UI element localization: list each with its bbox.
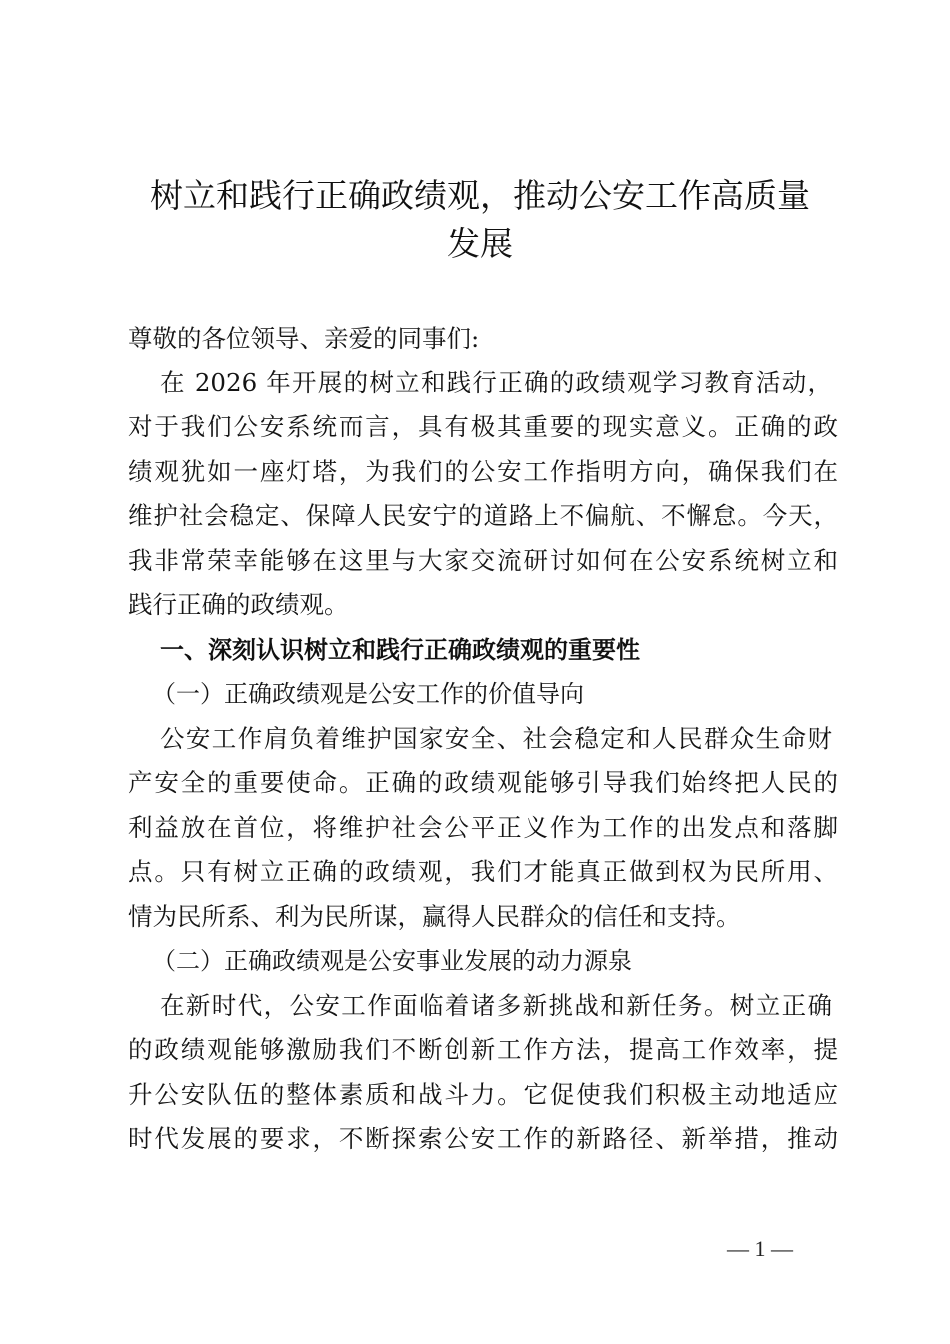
- subsection-heading-1: （一）正确政绩观是公安工作的价值导向: [152, 680, 584, 708]
- paragraph-line: 的政绩观能够激励我们不断创新工作方法，提高工作效率，提: [128, 1035, 838, 1064]
- intro-line: 维护社会稳定、保障人民安宁的道路上不偏航、不懈怠。今天，: [128, 501, 838, 530]
- paragraph-line: 在新时代，公安工作面临着诸多新挑战和新任务。树立正确: [160, 991, 832, 1020]
- intro-line: 我非常荣幸能够在这里与大家交流研讨如何在公安系统树立和: [128, 546, 838, 575]
- page-number: — 1 —: [727, 1236, 793, 1261]
- paragraph-line: 时代发展的要求，不断探索公安工作的新路径、新举措，推动: [128, 1124, 838, 1153]
- intro-line: 绩观犹如一座灯塔，为我们的公安工作指明方向，确保我们在: [128, 457, 838, 486]
- subsection-heading-2: （二）正确政绩观是公安事业发展的动力源泉: [152, 947, 632, 975]
- paragraph-line: 情为民所系、利为民所谋，赢得人民群众的信任和支持。: [128, 902, 741, 931]
- document-title-line-2: 发展: [447, 224, 513, 263]
- intro-line: 践行正确的政绩观。: [128, 590, 349, 619]
- salutation: 尊敬的各位领导、亲爱的同事们:: [128, 324, 480, 353]
- intro-line: 在 2026 年开展的树立和践行正确的政绩观学习教育活动，: [160, 368, 832, 397]
- paragraph-line: 产安全的重要使命。正确的政绩观能够引导我们始终把人民的: [128, 768, 838, 797]
- section-heading-1: 一、深刻认识树立和践行正确政绩观的重要性: [160, 636, 640, 664]
- intro-line: 对于我们公安系统而言，具有极其重要的现实意义。正确的政: [128, 412, 838, 441]
- paragraph-line: 点。只有树立正确的政绩观，我们才能真正做到权为民所用、: [128, 857, 838, 886]
- paragraph-line: 升公安队伍的整体素质和战斗力。它促使我们积极主动地适应: [128, 1080, 838, 1109]
- document-title-line-1: 树立和践行正确政绩观，推动公安工作高质量: [150, 176, 810, 215]
- paragraph-line: 利益放在首位，将维护社会公平正义作为工作的出发点和落脚: [128, 813, 838, 842]
- paragraph-line: 公安工作肩负着维护国家安全、社会稳定和人民群众生命财: [160, 724, 832, 753]
